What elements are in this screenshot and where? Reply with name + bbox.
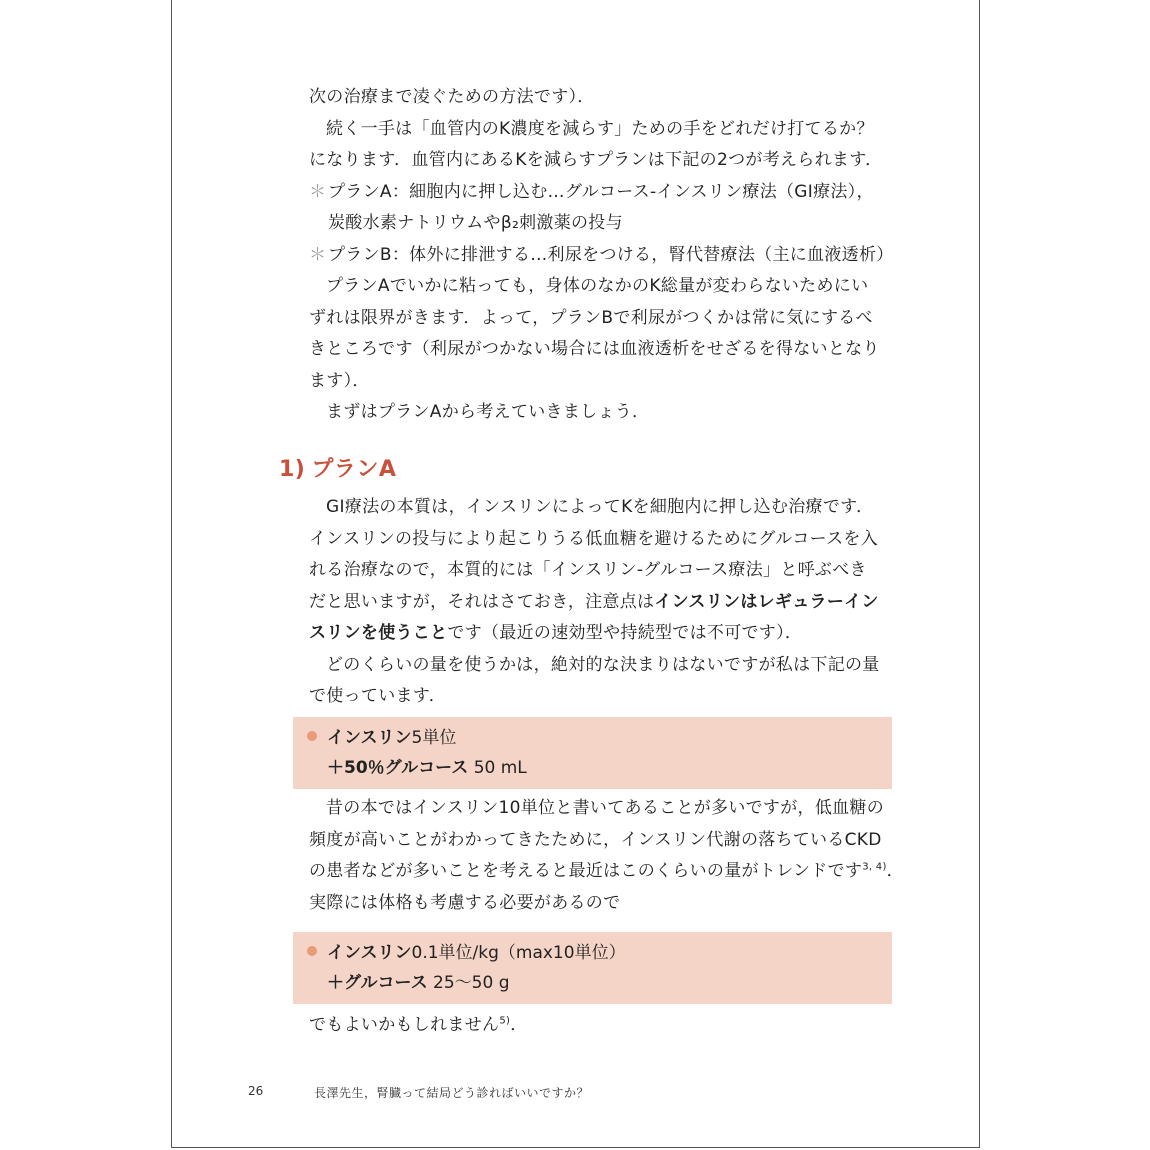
running-title: 長澤先生，腎臓って結局どう診ればいいですか？ xyxy=(314,1086,590,1100)
text-segment: の患者などが多いことを考えると最近はこのくらいの量がトレンドです xyxy=(309,861,863,881)
book-page xyxy=(171,0,980,1148)
text-line: GI療法の本質は，インスリンによってKを細胞内に押し込む治療です． xyxy=(326,497,874,517)
box-bold-text: ＋グルコース xyxy=(327,973,428,993)
text-line: になります．血管内にあるKを減らすプランは下記の2つが考えられます． xyxy=(309,150,883,170)
text-segment: ． xyxy=(886,861,904,881)
box-line xyxy=(307,723,878,753)
text-line xyxy=(309,618,899,650)
section-number: 1) xyxy=(279,457,306,482)
bullet-dot-icon xyxy=(307,731,317,741)
reference-superscript: 5) xyxy=(499,1015,511,1027)
closing-text xyxy=(309,1010,899,1042)
reference-superscript: 3, 4) xyxy=(862,861,887,873)
text-line xyxy=(309,587,899,619)
box-line xyxy=(307,753,878,783)
plan-a-item xyxy=(309,177,899,209)
text-line xyxy=(309,856,904,888)
box-bold-text: インスリン xyxy=(327,728,412,748)
text-line: 続く一手は「血管内のK濃度を減らす」ための手をどれだけ打てるか？ xyxy=(326,118,874,139)
dosage-box-1 xyxy=(293,717,892,789)
box-text: 50 mL xyxy=(468,758,527,778)
box-bold-text: インスリン xyxy=(327,943,412,963)
page-number: 26 xyxy=(248,1084,264,1098)
text-segment: でもよいかもしれません xyxy=(309,1015,500,1035)
text-line: 昔の本ではインスリン10単位と書いてあることが多いですが，低血糖の xyxy=(326,798,885,818)
text-line: プランAでいかに粘っても，身体のなかのK総量が変わらないためにい xyxy=(326,276,869,296)
bullet-mark-icon: ＊ xyxy=(309,244,327,265)
dosage-box-2 xyxy=(293,932,892,1004)
emphasis-text: スリンを使うこと xyxy=(309,623,448,643)
body-text-upper xyxy=(309,82,899,429)
box-text: 25～50 g xyxy=(427,973,510,993)
text-line: インスリンの投与により起こりうる低血糖を避けるためにグルコースを入 xyxy=(309,528,879,549)
text-segment: ． xyxy=(510,1015,528,1035)
text-segment: だと思いますが，それはさておき，注意点は xyxy=(309,591,655,612)
box-line xyxy=(307,938,878,968)
text-line: 次の治療まで凌ぐための方法です）． xyxy=(309,87,595,107)
text-line: で使っています． xyxy=(309,686,447,706)
text-line: ます）． xyxy=(309,370,370,391)
box-text: 0.1単位/kg（max10単位） xyxy=(411,943,626,963)
section-heading xyxy=(279,452,396,483)
box-line xyxy=(307,968,878,998)
plan-a-continuation: 炭酸水素ナトリウムやβ₂刺激薬の投与 xyxy=(328,213,623,233)
text-segment: です（最近の速効型や持続型では不可です）． xyxy=(447,623,803,643)
box-bold-text: ＋50％グルコース xyxy=(327,758,469,778)
plan-b-text: プランB：体外に排泄する…利尿をつける，腎代替療法（主に血液透析） xyxy=(328,244,894,265)
text-line: ずれは限界がきます．よって，プランBで利尿がつくかは常に気にするべ xyxy=(309,307,873,328)
bullet-mark-icon: ＊ xyxy=(309,181,327,202)
text-line: 実際には体格も考慮する必要があるので xyxy=(309,892,621,913)
emphasis-text: インスリンはレギュラーイン xyxy=(654,591,879,612)
body-text-middle xyxy=(309,492,899,713)
text-line: どのくらいの量を使うかは，絶対的な決まりはないですが私は下記の量 xyxy=(326,654,880,675)
plan-b-item xyxy=(309,240,899,272)
text-line: れる治療なので，本質的には「インスリン-グルコース療法」と呼ぶべき xyxy=(309,560,867,580)
text-line: きところです（利尿がつかない場合には血液透析をせざるを得ないとなり xyxy=(309,339,880,359)
text-line xyxy=(309,1010,899,1042)
plan-a-text: プランA：細胞内に押し込む…グルコース-インスリン療法（GI療法）， xyxy=(328,181,874,202)
section-title: プランA xyxy=(311,457,397,482)
body-text-lower xyxy=(309,793,904,919)
bullet-dot-icon xyxy=(307,946,317,956)
box-text: 5単位 xyxy=(411,728,457,748)
text-line: まずはプランAから考えていきましょう． xyxy=(326,402,650,422)
text-line: 頻度が高いことがわかってきたために，インスリン代謝の落ちているCKD xyxy=(309,829,882,850)
